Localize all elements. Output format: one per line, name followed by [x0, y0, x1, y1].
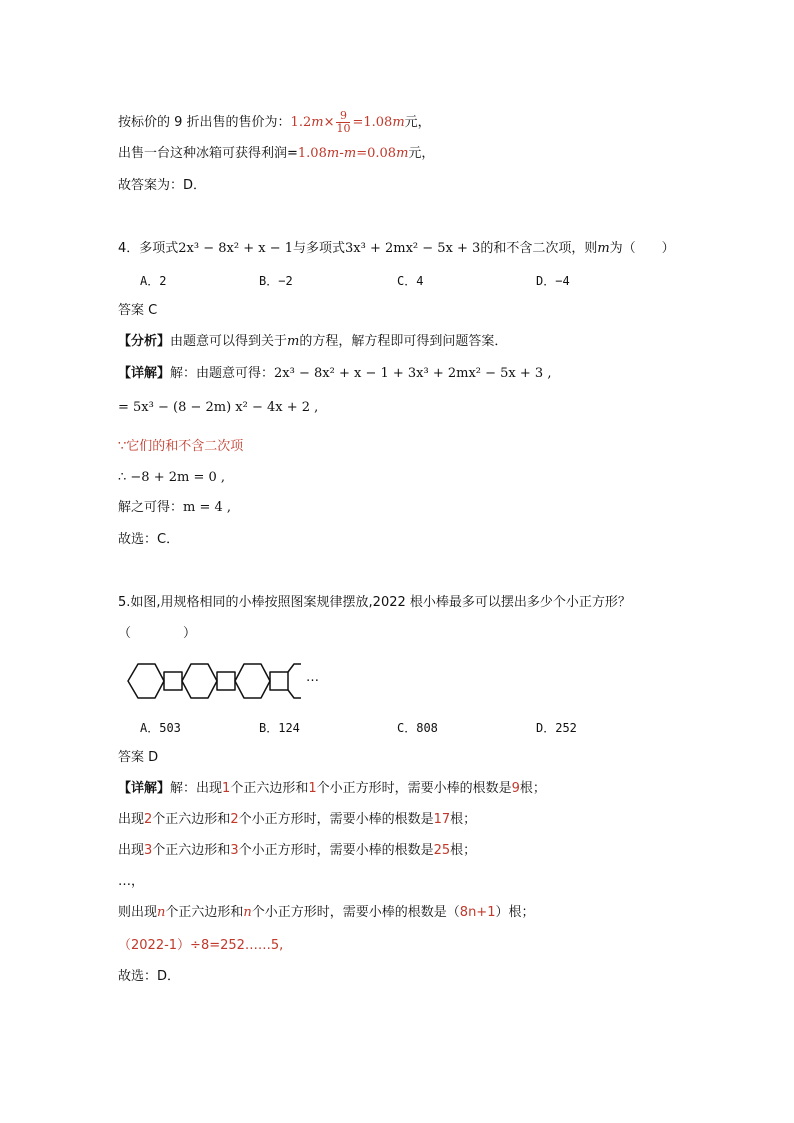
q5-d2-n3: 17	[433, 812, 451, 827]
q4-analysis	[118, 333, 507, 351]
q5-calc: （2022-1）÷8=252……5,	[118, 938, 284, 953]
q5-d2-c: 个小正方形时，需要小棒的根数是	[238, 812, 434, 827]
q5-answer: 答案 D	[118, 750, 159, 765]
q5-conclusion: 故选：D．	[118, 969, 181, 984]
q5-l5-c: 个小正方形时，需要小棒的根数是（	[251, 905, 460, 920]
q4-stem	[118, 240, 675, 258]
q4-stem-suffix-a: 的和不含二次项，则	[480, 241, 598, 256]
q4-analysis-tag: 【分析】	[118, 334, 171, 349]
q4-therefore: ∴ −8 + 2m = 0 ,	[118, 470, 226, 485]
q4-solve-expr: m = 4 ,	[183, 500, 232, 515]
q3-profit-suffix: 元，	[408, 146, 435, 161]
q4-analysis-b: 的方程，解方程即可得到问题答案．	[299, 334, 508, 349]
q3-profit-b: =0.08	[356, 146, 397, 161]
q5-d1-n1: 1	[222, 781, 231, 796]
q4-option-d: D．−4	[536, 274, 570, 288]
partial-hexagon-bottom	[288, 690, 301, 698]
q5-d3-a: 出现	[118, 843, 145, 858]
q5-option-b: B．124	[259, 721, 300, 735]
hexagon-square-pattern-figure	[126, 660, 326, 702]
q5-l5-expr: 8n+1	[459, 905, 496, 920]
q5-l5-b: 个正六边形和	[165, 905, 244, 920]
partial-hexagon-top	[288, 664, 301, 672]
q4-stem-prefix: 4．多项式	[118, 241, 179, 256]
q3-fraction	[336, 110, 350, 135]
hexagon-2	[182, 664, 217, 698]
q3-profit-m2: m	[343, 146, 357, 161]
q5-l5-n: n	[157, 905, 166, 920]
square-2	[217, 672, 235, 690]
figure-ellipsis: …	[306, 670, 319, 685]
q5-d1-a: 解：出现	[170, 781, 223, 796]
q5-d3-b: 个正六边形和	[152, 843, 231, 858]
q3-price-suffix: 元，	[404, 115, 431, 130]
q4-analysis-m: m	[287, 334, 300, 349]
square-3	[270, 672, 288, 690]
q4-solve	[118, 499, 231, 517]
q3-profit-m: m	[326, 146, 340, 161]
q5-l5-n2: n	[243, 905, 252, 920]
q4-detail-text: 解：由题意可得：	[170, 366, 275, 381]
q3-conclusion: 故答案为：D．	[118, 178, 207, 193]
q5-d1-b: 个正六边形和	[230, 781, 309, 796]
q4-step2: = 5x³ − (8 − 2m) x² − 4x + 2 ,	[118, 400, 319, 415]
q5-d3-n3: 25	[433, 843, 451, 858]
q3-var-m2: m	[392, 115, 405, 130]
q3-profit-line	[118, 145, 434, 163]
q5-option-c: C．808	[397, 721, 438, 735]
q3-profit-dash: -	[339, 146, 344, 161]
q4-answer-text: 答案 C	[118, 303, 158, 318]
q4-detail-expr: 2x³ − 8x² + x − 1 + 3x³ + 2mx² − 5x + 3 ,	[274, 366, 552, 381]
q3-profit-m3: m	[396, 146, 409, 161]
q3-times: ×	[323, 115, 335, 130]
q4-conclusion: 故选：C．	[118, 532, 180, 547]
q3-frac-den: 10	[336, 122, 351, 135]
q5-d2-a: 出现	[118, 812, 145, 827]
q5-l5-d: ）根；	[495, 905, 535, 920]
q4-answer	[118, 302, 157, 320]
q4-stem-suffix-b: 为（ ）	[609, 241, 675, 256]
q5-d1-c: 个小正方形时，需要小棒的根数是	[316, 781, 512, 796]
q5-d1-d: 根；	[519, 781, 546, 796]
q5-general	[118, 904, 535, 922]
q5-d2-n2: 2	[230, 812, 239, 827]
q4-detail	[118, 365, 551, 383]
q4-option-c: C．4	[397, 274, 424, 288]
q4-solve-text: 解之可得：	[118, 500, 184, 515]
q4-because: ∵它们的和不含二次项	[118, 439, 244, 454]
q3-price-prefix: 按标价的 9 折出售的售价为：	[118, 115, 291, 130]
q5-blank: （ ）	[118, 626, 197, 641]
hexagon-1	[128, 664, 164, 698]
q3-profit-a: 1.08	[297, 146, 327, 161]
q5-option-d: D．252	[536, 721, 577, 735]
square-1	[164, 672, 182, 690]
q5-d3-n2: 3	[230, 843, 239, 858]
q5-d2-b: 个正六边形和	[152, 812, 231, 827]
q3-var-m: m	[311, 115, 324, 130]
q5-detail-2	[118, 811, 476, 829]
q5-detail-tag: 【详解】	[118, 781, 171, 796]
q4-detail-tag: 【详解】	[118, 366, 171, 381]
q5-d3-n1: 3	[144, 843, 153, 858]
q4-poly1: 2x³ − 8x² + x − 1	[178, 241, 293, 256]
q5-d2-n1: 2	[144, 812, 153, 827]
q5-detail-3	[118, 842, 476, 860]
hexagon-3	[235, 664, 270, 698]
q4-stem-m: m	[597, 241, 610, 256]
q3-price-a: 1.2	[290, 115, 312, 130]
q4-stem-mid: 与多项式	[292, 241, 345, 256]
q4-option-a: A．2	[140, 274, 167, 288]
q5-d1-n2: 1	[308, 781, 317, 796]
q3-frac-num: 9	[339, 109, 347, 122]
q5-detail-1	[118, 780, 546, 798]
q4-option-b: B．−2	[259, 274, 293, 288]
q5-dots: …，	[118, 874, 145, 889]
q5-d3-d: 根；	[450, 843, 477, 858]
q3-price-b: =1.08	[352, 115, 393, 130]
q5-option-a: A．503	[140, 721, 181, 735]
q5-d2-d: 根；	[450, 812, 477, 827]
q3-profit-prefix: 出售一台这种冰箱可获得利润=	[118, 146, 298, 161]
q5-l5-a: 则出现	[118, 905, 158, 920]
q5-d1-n3: 9	[511, 781, 520, 796]
q4-poly2: 3x³ + 2mx² − 5x + 3	[345, 241, 481, 256]
q5-d3-c: 个小正方形时，需要小棒的根数是	[238, 843, 434, 858]
q3-price-line	[118, 110, 431, 135]
q5-stem: 5.如图,用规格相同的小棒按照图案规律摆放,2022 根小棒最多可以摆出多少个小正方形？	[118, 595, 631, 610]
q4-analysis-a: 由题意可以得到关于	[170, 334, 288, 349]
